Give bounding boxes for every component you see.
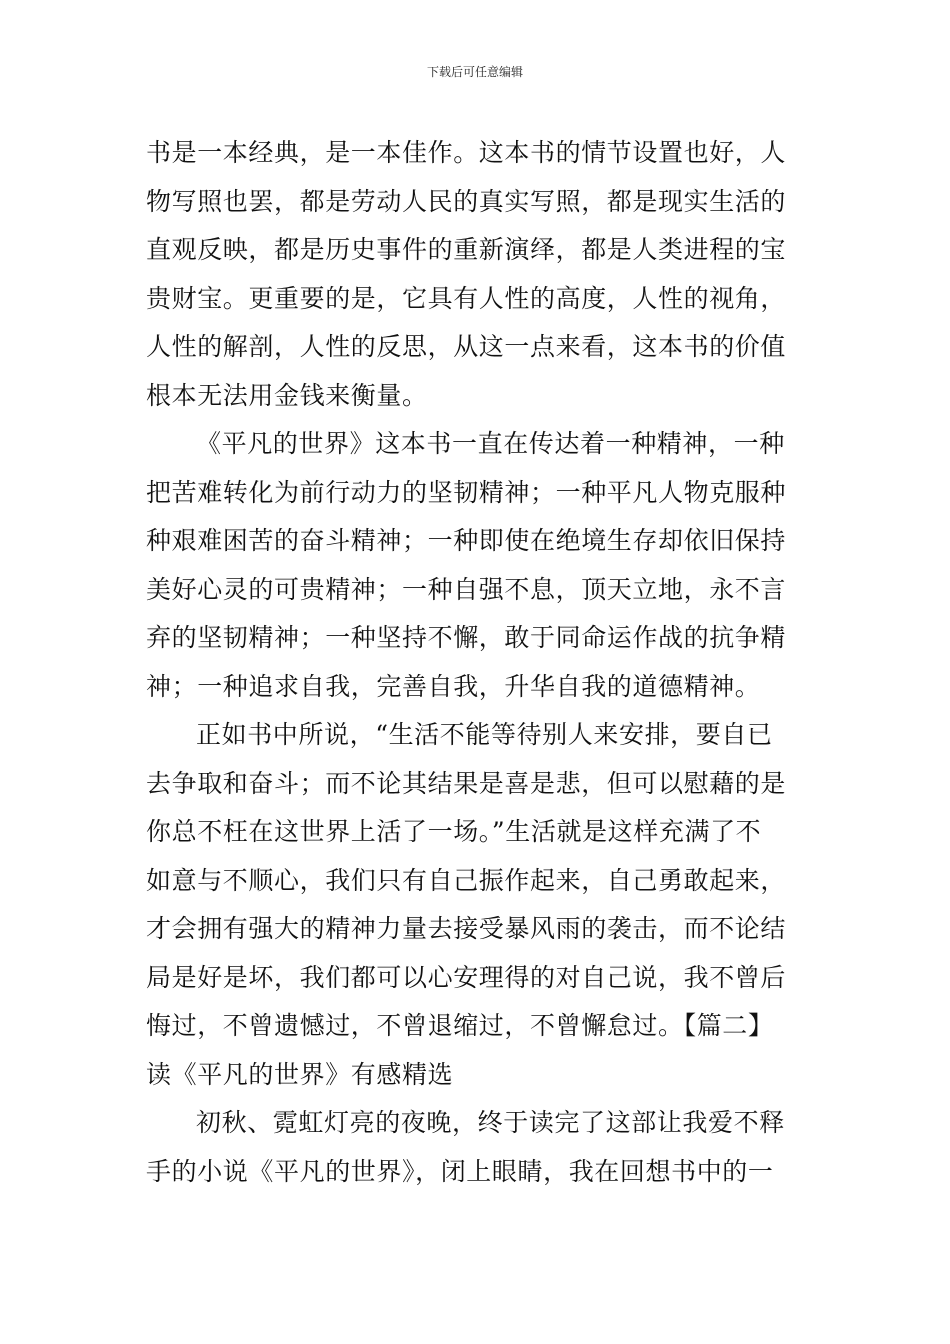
text-line: 才会拥有强大的精神力量去接受暴风雨的袭击，而不论结 (146, 914, 787, 943)
text-line: 种艰难困苦的奋斗精神；一种即使在绝境生存却依旧保持 (146, 526, 787, 555)
text-line: 贵财宝。更重要的是，它具有人性的高度，人性的视角， (146, 283, 787, 313)
text-line: 直观反映，都是历史事件的重新演绎，都是人类进程的宝 (146, 235, 787, 264)
text-line: 你总不枉在这世界上活了一场。”生活就是这样充满了不 (146, 817, 762, 846)
text-line: 去争取和奋斗；而不论其结果是喜是悲，但可以慰藉的是 (146, 768, 787, 798)
text-line: 如意与不顺心，我们只有自己振作起来，自己勇敢起来， (146, 865, 787, 895)
text-line: 弃的坚韧精神；一种坚持不懈，敢于同命运作战的抗争精 (146, 623, 787, 652)
text-line: 把苦难转化为前行动力的坚韧精神；一种平凡人物克服种 (146, 477, 787, 507)
paragraph-start-line: 《平凡的世界》这本书一直在传达着一种精神，一种 (196, 429, 785, 458)
paragraph-start-line: 正如书中所说，“生活不能等待别人来安排，要自已 (196, 720, 773, 749)
text-line: 人性的解剖，人性的反思，从这一点来看，这本书的价值 (146, 332, 787, 361)
text-line: 神；一种追求自我，完善自我，升华自我的道德精神。 (146, 671, 761, 701)
text-line: 手的小说《平凡的世界》，闭上眼睛，我在回想书中的一 (146, 1156, 774, 1186)
section-title-line: 读《平凡的世界》有感精选 (146, 1059, 454, 1089)
text-line: 悔过，不曾遗憾过，不曾退缩过，不曾懈怠过。【篇二】 (146, 1011, 774, 1040)
page-header: 下载后可任意编辑 (426, 65, 523, 79)
text-line: 根本无法用金钱来衡量。 (146, 380, 428, 410)
text-line: 书是一本经典，是一本佳作。这本书的情节设置也好，人 (146, 138, 787, 167)
text-line: 美好心灵的可贵精神；一种自强不息，顶天立地，永不言 (146, 574, 787, 604)
text-line: 物写照也罢，都是劳动人民的真实写照，都是现实生活的 (146, 186, 787, 216)
text-line: 局是好是坏，我们都可以心安理得的对自己说，我不曾后 (146, 962, 787, 992)
paragraph-start-line: 初秋、霓虹灯亮的夜晚，终于读完了这部让我爱不释 (196, 1108, 785, 1137)
document-body (146, 129, 810, 1196)
